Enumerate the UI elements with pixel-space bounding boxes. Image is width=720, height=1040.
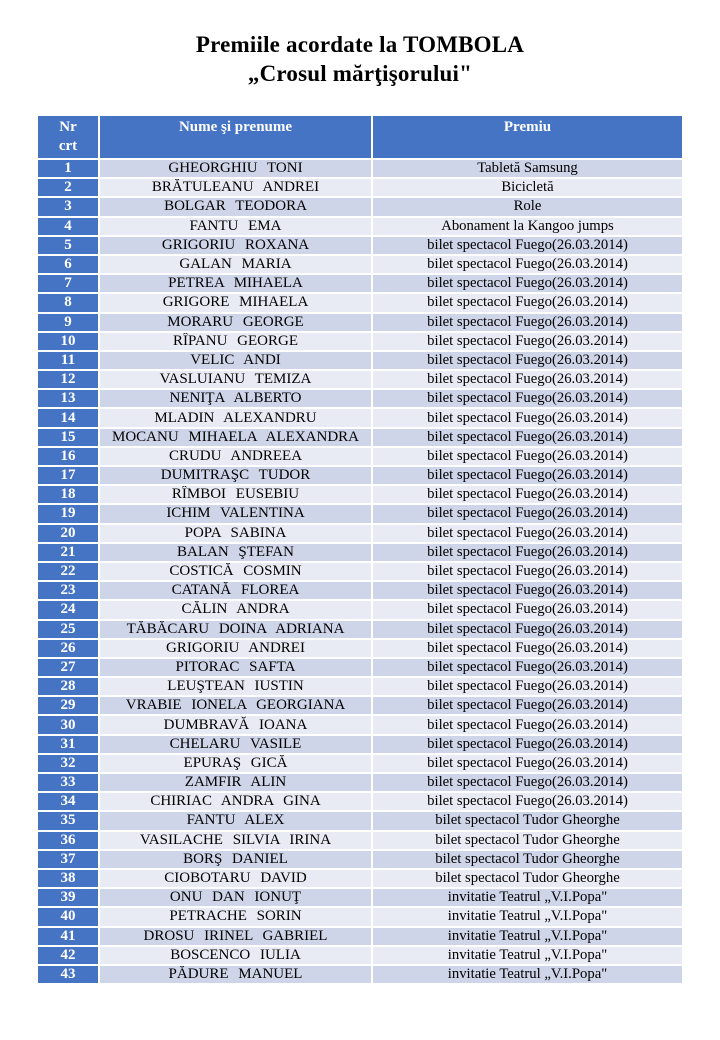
header-prize: Premiu [373,116,682,158]
prize-cell: bilet spectacol Fuego(26.03.2014) [373,429,682,446]
prize-cell: bilet spectacol Fuego(26.03.2014) [373,275,682,292]
prize-cell: bilet spectacol Fuego(26.03.2014) [373,237,682,254]
name-cell: MORARU GEORGE [100,314,371,331]
prize-cell: bilet spectacol Fuego(26.03.2014) [373,755,682,772]
table-row [38,716,682,733]
table-row [38,601,682,618]
table-row [38,697,682,714]
table-row [38,621,682,638]
name-cell: BORŞ DANIEL [100,851,371,868]
table-row [38,218,682,235]
table-row [38,256,682,273]
table-row [38,160,682,177]
table-row [38,505,682,522]
table-row [38,563,682,580]
table-row [38,409,682,426]
name-cell: CRUDU ANDREEA [100,448,371,465]
row-number-cell: 6 [38,256,98,273]
name-cell: MOCANU MIHAELA ALEXANDRA [100,429,371,446]
prize-cell: bilet spectacol Fuego(26.03.2014) [373,467,682,484]
header-nr-line2: crt [58,138,78,154]
prize-cell: bilet spectacol Fuego(26.03.2014) [373,448,682,465]
table-row [38,812,682,829]
table-row [38,486,682,503]
row-number-cell: 22 [38,563,98,580]
name-cell: CATANĂ FLOREA [100,582,371,599]
row-number-cell: 16 [38,448,98,465]
name-cell: GRIGORE MIHAELA [100,294,371,311]
prize-cell: bilet spectacol Fuego(26.03.2014) [373,409,682,426]
prize-cell: bilet spectacol Fuego(26.03.2014) [373,371,682,388]
name-cell: GHEORGHIU TONI [100,160,371,177]
row-number-cell: 4 [38,218,98,235]
prize-cell: bilet spectacol Fuego(26.03.2014) [373,314,682,331]
row-number-cell: 3 [38,198,98,215]
prize-cell: invitatie Teatrul „V.I.Popa" [373,928,682,945]
table-row [38,889,682,906]
row-number-cell: 21 [38,544,98,561]
prize-cell: Tabletă Samsung [373,160,682,177]
name-cell: PETREA MIHAELA [100,275,371,292]
name-cell: RÎPANU GEORGE [100,333,371,350]
name-cell: CIOBOTARU DAVID [100,870,371,887]
name-cell: NENIŢA ALBERTO [100,390,371,407]
name-cell: COSTICĂ COSMIN [100,563,371,580]
header-name: Nume şi prenume [100,116,371,158]
name-cell: VASILACHE SILVIA IRINA [100,832,371,849]
row-number-cell: 34 [38,793,98,810]
table-row [38,966,682,983]
table-row [38,582,682,599]
table-row [38,525,682,542]
row-number-cell: 1 [38,160,98,177]
table-row [38,640,682,657]
name-cell: MLADIN ALEXANDRU [100,409,371,426]
row-number-cell: 29 [38,697,98,714]
name-cell: GRIGORIU ROXANA [100,237,371,254]
row-number-cell: 38 [38,870,98,887]
table-row [38,678,682,695]
name-cell: DUMBRAVĂ IOANA [100,716,371,733]
name-cell: CHIRIAC ANDRA GINA [100,793,371,810]
row-number-cell: 23 [38,582,98,599]
name-cell: BRĂTULEANU ANDREI [100,179,371,196]
row-number-cell: 33 [38,774,98,791]
row-number-cell: 42 [38,947,98,964]
row-number-cell: 30 [38,716,98,733]
row-number-cell: 13 [38,390,98,407]
prize-cell: bilet spectacol Fuego(26.03.2014) [373,486,682,503]
row-number-cell: 11 [38,352,98,369]
prize-cell: bilet spectacol Fuego(26.03.2014) [373,697,682,714]
prize-cell: bilet spectacol Fuego(26.03.2014) [373,525,682,542]
row-number-cell: 32 [38,755,98,772]
table-row [38,928,682,945]
prize-cell: bilet spectacol Fuego(26.03.2014) [373,294,682,311]
prize-cell: bilet spectacol Fuego(26.03.2014) [373,736,682,753]
header-nr-line1: Nr [59,119,77,135]
table-row [38,314,682,331]
table-row [38,275,682,292]
name-cell: DUMITRAŞC TUDOR [100,467,371,484]
row-number-cell: 10 [38,333,98,350]
name-cell: CHELARU VASILE [100,736,371,753]
name-cell: VELIC ANDI [100,352,371,369]
name-cell: VRABIE IONELA GEORGIANA [100,697,371,714]
row-number-cell: 43 [38,966,98,983]
prize-cell: bilet spectacol Tudor Gheorghe [373,851,682,868]
name-cell: ONU DAN IONUŢ [100,889,371,906]
name-cell: LEUŞTEAN IUSTIN [100,678,371,695]
name-cell: FANTU EMA [100,218,371,235]
row-number-cell: 25 [38,621,98,638]
prize-cell: bilet spectacol Fuego(26.03.2014) [373,716,682,733]
row-number-cell: 39 [38,889,98,906]
name-cell: POPA SABINA [100,525,371,542]
table-row [38,429,682,446]
table-row [38,659,682,676]
table-row [38,294,682,311]
prize-cell: invitatie Teatrul „V.I.Popa" [373,908,682,925]
row-number-cell: 27 [38,659,98,676]
name-cell: GALAN MARIA [100,256,371,273]
row-number-cell: 18 [38,486,98,503]
prize-cell: bilet spectacol Fuego(26.03.2014) [373,601,682,618]
prize-cell: bilet spectacol Tudor Gheorghe [373,812,682,829]
row-number-cell: 20 [38,525,98,542]
row-number-cell: 24 [38,601,98,618]
prize-cell: bilet spectacol Fuego(26.03.2014) [373,678,682,695]
table-row [38,352,682,369]
prizes-table [36,114,684,985]
prize-cell: bilet spectacol Tudor Gheorghe [373,832,682,849]
name-cell: PITORAC SAFTA [100,659,371,676]
title-line-1: Premiile acordate la TOMBOLA [195,32,525,57]
table-row [38,870,682,887]
table-row [38,832,682,849]
name-cell: DROSU IRINEL GABRIEL [100,928,371,945]
table-body [38,160,682,983]
prize-cell: bilet spectacol Tudor Gheorghe [373,870,682,887]
name-cell: ZAMFIR ALIN [100,774,371,791]
row-number-cell: 5 [38,237,98,254]
prize-cell: bilet spectacol Fuego(26.03.2014) [373,256,682,273]
table-header-row [38,116,682,158]
row-number-cell: 8 [38,294,98,311]
row-number-cell: 40 [38,908,98,925]
table-row [38,793,682,810]
name-cell: EPURAŞ GICĂ [100,755,371,772]
row-number-cell: 28 [38,678,98,695]
prize-cell: bilet spectacol Fuego(26.03.2014) [373,563,682,580]
header-nr-crt [38,116,98,158]
prize-cell: bilet spectacol Fuego(26.03.2014) [373,793,682,810]
name-cell: PETRACHE SORIN [100,908,371,925]
table-row [38,237,682,254]
row-number-cell: 2 [38,179,98,196]
table-row [38,908,682,925]
table-row [38,544,682,561]
name-cell: PĂDURE MANUEL [100,966,371,983]
table-row [38,390,682,407]
name-cell: ICHIM VALENTINA [100,505,371,522]
document-title [0,30,720,88]
name-cell: RÎMBOI EUSEBIU [100,486,371,503]
row-number-cell: 7 [38,275,98,292]
table-row [38,467,682,484]
name-cell: TĂBĂCARU DOINA ADRIANA [100,621,371,638]
row-number-cell: 19 [38,505,98,522]
name-cell: BALAN ŞTEFAN [100,544,371,561]
row-number-cell: 14 [38,409,98,426]
table-row [38,371,682,388]
prize-cell: Bicicletă [373,179,682,196]
prize-cell: bilet spectacol Fuego(26.03.2014) [373,621,682,638]
prize-cell: invitatie Teatrul „V.I.Popa" [373,889,682,906]
table-row [38,736,682,753]
name-cell: BOSCENCO IULIA [100,947,371,964]
table-row [38,851,682,868]
table-row [38,198,682,215]
prize-cell: bilet spectacol Fuego(26.03.2014) [373,390,682,407]
prize-cell: bilet spectacol Fuego(26.03.2014) [373,774,682,791]
prize-cell: bilet spectacol Fuego(26.03.2014) [373,659,682,676]
prize-cell: bilet spectacol Fuego(26.03.2014) [373,352,682,369]
row-number-cell: 36 [38,832,98,849]
row-number-cell: 26 [38,640,98,657]
table-row [38,947,682,964]
prize-cell: Role [373,198,682,215]
table-row [38,333,682,350]
row-number-cell: 37 [38,851,98,868]
prize-cell: Abonament la Kangoo jumps [373,218,682,235]
row-number-cell: 41 [38,928,98,945]
prize-cell: bilet spectacol Fuego(26.03.2014) [373,544,682,561]
name-cell: BOLGAR TEODORA [100,198,371,215]
name-cell: CĂLIN ANDRA [100,601,371,618]
table-row [38,448,682,465]
name-cell: GRIGORIU ANDREI [100,640,371,657]
prize-cell: bilet spectacol Fuego(26.03.2014) [373,582,682,599]
name-cell: FANTU ALEX [100,812,371,829]
row-number-cell: 35 [38,812,98,829]
row-number-cell: 17 [38,467,98,484]
prize-cell: bilet spectacol Fuego(26.03.2014) [373,333,682,350]
table-row [38,179,682,196]
prize-cell: invitatie Teatrul „V.I.Popa" [373,966,682,983]
prize-cell: bilet spectacol Fuego(26.03.2014) [373,640,682,657]
prize-cell: invitatie Teatrul „V.I.Popa" [373,947,682,964]
row-number-cell: 12 [38,371,98,388]
title-line-2: „Crosul mărţişorului" [247,61,473,86]
table-row [38,774,682,791]
row-number-cell: 15 [38,429,98,446]
row-number-cell: 31 [38,736,98,753]
prize-cell: bilet spectacol Fuego(26.03.2014) [373,505,682,522]
row-number-cell: 9 [38,314,98,331]
table-row [38,755,682,772]
name-cell: VASLUIANU TEMIZA [100,371,371,388]
